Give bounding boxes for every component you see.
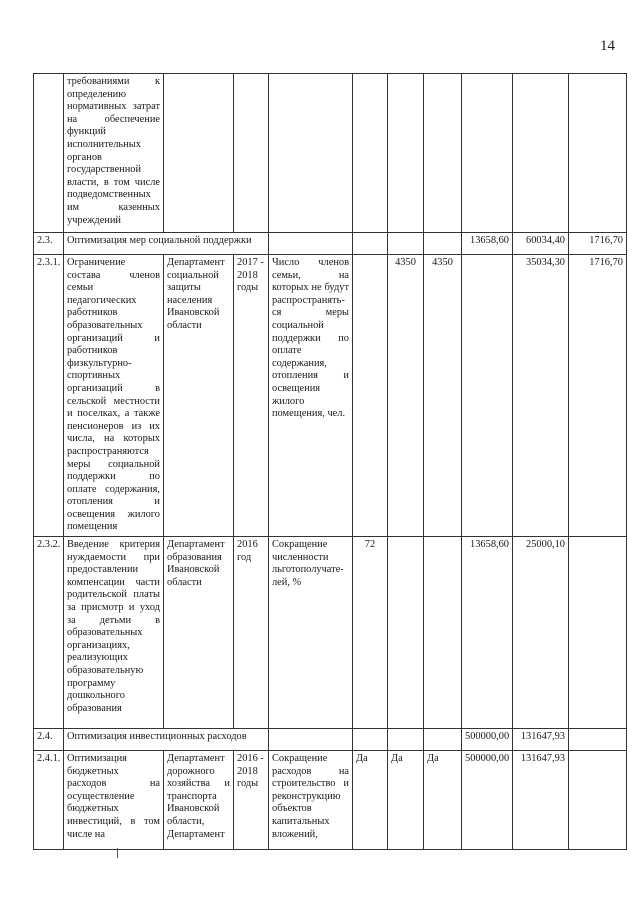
period — [234, 74, 269, 233]
value-2017 — [388, 74, 424, 233]
responsible-dept: Департамент дорожного хозяйства и транспорта Ивановской области, Департамент — [164, 751, 234, 850]
responsible-dept — [164, 74, 234, 233]
sum-2016: 13658,60 — [462, 537, 513, 729]
sum-2018 — [569, 751, 627, 850]
responsible-dept: Департамент социальной защиты населения Ивановской области — [164, 255, 234, 537]
row-number: 2.3.2. — [34, 537, 64, 729]
section-title: Оптимизация мер социальной поддержки — [64, 233, 269, 255]
value-2016 — [353, 233, 388, 255]
sum-2017: 25000,10 — [513, 537, 569, 729]
responsible-dept: Департамент образования Ивановской области — [164, 537, 234, 729]
page-number: 14 — [600, 38, 615, 54]
value-2018 — [424, 729, 462, 751]
row-number — [34, 74, 64, 233]
section-row — [34, 729, 627, 751]
value-2016: 72 — [353, 537, 388, 729]
indicator: Сокращение численности льготополучате-лей, % — [269, 537, 353, 729]
measures-table — [33, 73, 627, 850]
measure-name: Оптимизация бюджетных расходов на осуществление бюджетных инвестиций, в том числе на — [64, 751, 164, 850]
measure-name: требованиями к определению нормативных затрат на обеспечение функций исполнительных органов государственной власти, в том числе подведомственных им казенных учреждений — [64, 74, 164, 233]
value-2017: Да — [388, 751, 424, 850]
sum-2017: 131647,93 — [513, 729, 569, 751]
period: 2016 год — [234, 537, 269, 729]
row-number: 2.4. — [34, 729, 64, 751]
indicator — [269, 233, 353, 255]
row-number: 2.3. — [34, 233, 64, 255]
value-2018 — [424, 74, 462, 233]
sum-2018: 1716,70 — [569, 233, 627, 255]
measure-name: Ограничение состава членов семьи педагогических работников образовательных организаций и работников физкультурно-спортивных организаций в сельской местности и поселках, а также пенсионеров из их числа, на которых распространяются меры социальной поддержки по оплате содержания, отопления и освещения жилого помещения — [64, 255, 164, 537]
value-2016 — [353, 729, 388, 751]
value-2016 — [353, 255, 388, 537]
section-title: Оптимизация инвестиционных расходов — [64, 729, 269, 751]
indicator — [269, 729, 353, 751]
sum-2018: 1716,70 — [569, 255, 627, 537]
sum-2018 — [569, 537, 627, 729]
sum-2016 — [462, 74, 513, 233]
value-2017 — [388, 729, 424, 751]
indicator: Число членов семьи, на которых не будут распространять-ся меры социальной поддержки по оплате содержания, отопления и освещения жилого помещения, чел. — [269, 255, 353, 537]
section-row — [34, 233, 627, 255]
value-2017 — [388, 233, 424, 255]
scan-mark — [117, 848, 118, 858]
period: 2016 - 2018 годы — [234, 751, 269, 850]
sum-2016 — [462, 255, 513, 537]
sum-2017: 60034,40 — [513, 233, 569, 255]
value-2018 — [424, 537, 462, 729]
table-row — [34, 255, 627, 537]
measure-name: Введение критерия нуждаемости при предоставлении компенсации части родительской платы за присмотр и уход за детьми в образовательных организациях, реализующих образовательную программу дошкольного образования — [64, 537, 164, 729]
value-2016: Да — [353, 751, 388, 850]
sum-2017: 35034,30 — [513, 255, 569, 537]
indicator: Сокращение расходов на строительство и реконструкцию объектов капитальных вложений, — [269, 751, 353, 850]
period: 2017 - 2018 годы — [234, 255, 269, 537]
value-2016 — [353, 74, 388, 233]
value-2018 — [424, 233, 462, 255]
value-2017: 4350 — [388, 255, 424, 537]
indicator — [269, 74, 353, 233]
table-row — [34, 751, 627, 850]
row-number: 2.4.1. — [34, 751, 64, 850]
table-row — [34, 74, 627, 233]
value-2018: Да — [424, 751, 462, 850]
sum-2016: 13658,60 — [462, 233, 513, 255]
sum-2017 — [513, 74, 569, 233]
table-row — [34, 537, 627, 729]
sum-2017: 131647,93 — [513, 751, 569, 850]
value-2018: 4350 — [424, 255, 462, 537]
sum-2018 — [569, 74, 627, 233]
sum-2018 — [569, 729, 627, 751]
sum-2016: 500000,00 — [462, 751, 513, 850]
value-2017 — [388, 537, 424, 729]
row-number: 2.3.1. — [34, 255, 64, 537]
sum-2016: 500000,00 — [462, 729, 513, 751]
